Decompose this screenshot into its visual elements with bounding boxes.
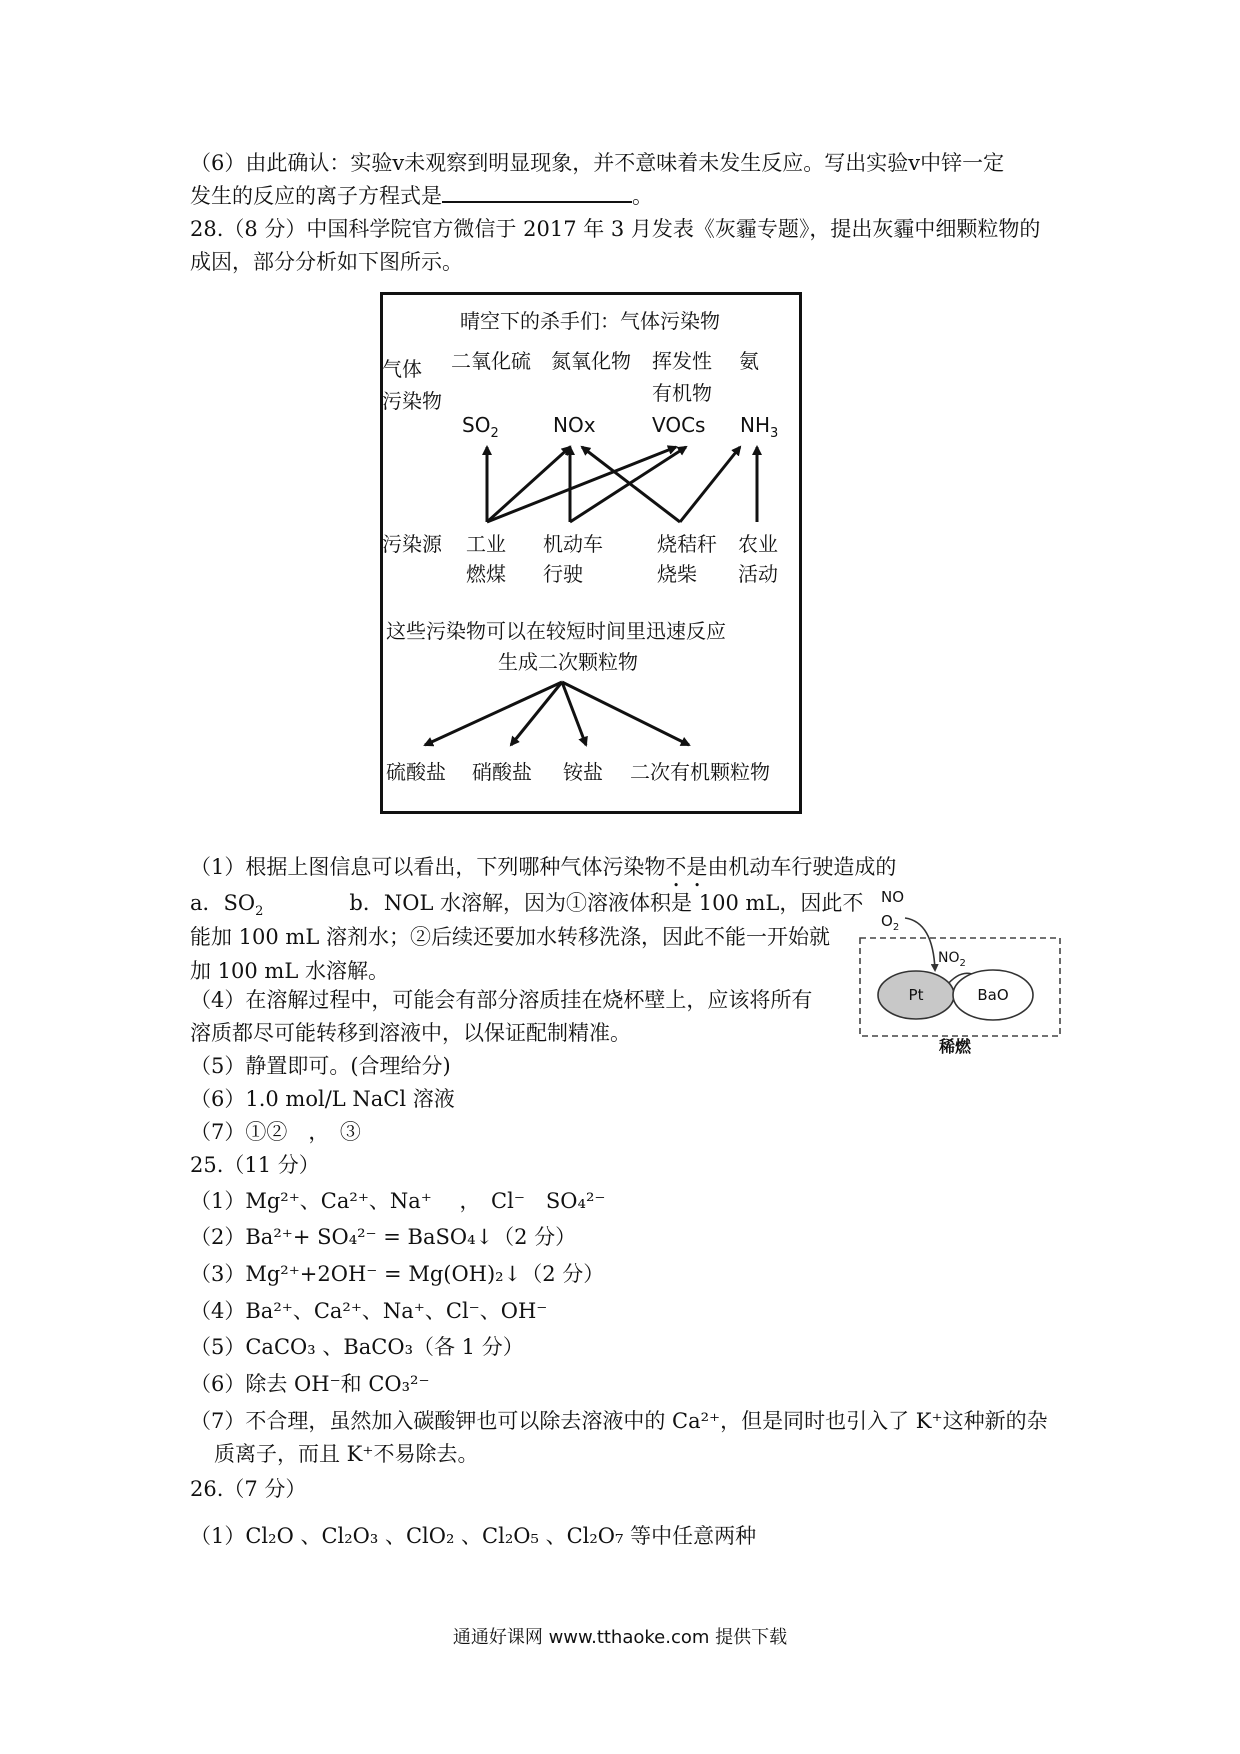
answer-line-5: 溶质都尽可能转移到溶液中，以保证配制精准。 — [190, 1021, 631, 1045]
q27-part6-prompt: 发生的反应的离子方程式是 — [190, 184, 442, 208]
q27-part6-line2 — [190, 181, 653, 211]
answer-line-7: （6）1.0 mol/L NaCl 溶液 — [190, 1087, 455, 1111]
source-agriculture-2: 活动 — [738, 562, 778, 586]
footer-source: 通通好课网 www.tthaoke.com 提供下载 — [452, 1627, 788, 1648]
q25-part2: （2）Ba²⁺+ SO₄²⁻ = BaSO₄↓（2 分） — [190, 1225, 577, 1249]
q25-part3: （3）Mg²⁺+2OH⁻ = Mg(OH)₂↓（2 分） — [190, 1262, 605, 1286]
source-straw-1: 烧秸秆 — [657, 532, 717, 556]
gas-name-nox: 氮氧化物 — [551, 349, 631, 373]
product-secondary-organic: 二次有机颗粒物 — [630, 760, 770, 784]
label-o2: $O_2$ — [881, 912, 900, 933]
option-a: a．SO — [190, 891, 256, 915]
formula-so2: $SO_2$ — [462, 413, 499, 441]
q25-part6: （6）除去 OH⁻和 CO₃²⁻ — [190, 1372, 430, 1396]
q28-part1-emphasis: 不是 — [665, 855, 708, 879]
diagram-title: 晴空下的杀手们：气体污染物 — [460, 309, 720, 333]
product-ammonium: 铵盐 — [563, 760, 603, 784]
q28-part1 — [190, 852, 896, 892]
answer-line-2: 能加 100 mL 溶剂水；②后续还要加水转移洗涤，因此不能一开始就 — [190, 925, 830, 949]
answer-line-3: 加 100 mL 水溶解。 — [190, 959, 389, 983]
label-no: NO — [881, 888, 905, 906]
q25-part7-line1: （7）不合理，虽然加入碳酸钾也可以除去溶液中的 Ca²⁺，但是同时也引入了 K⁺这种新的杂 — [190, 1409, 1048, 1433]
formula-nox: NOx — [553, 413, 596, 437]
product-nitrate: 硝酸盐 — [472, 760, 532, 784]
q25-part5: （5）CaCO₃ 、BaCO₃（各 1 分） — [190, 1335, 524, 1359]
source-industry-2: 燃煤 — [466, 562, 506, 586]
answer-line-4: （4）在溶解过程中，可能会有部分溶质挂在烧杯壁上，应该将所有 — [190, 988, 813, 1012]
q28-part1-prompt-end: 由机动车行驶造成的 — [707, 855, 897, 879]
source-vehicle-2: 行驶 — [543, 562, 583, 586]
label-bao: BaO — [977, 986, 1009, 1004]
formula-nh3: $NH_3$ — [740, 413, 779, 441]
reaction-text-2: 生成二次颗粒物 — [498, 650, 638, 674]
gas-name-voc-2: 有机物 — [652, 381, 712, 405]
q26-header: 26.（7 分） — [190, 1477, 307, 1501]
source-straw-2: 烧柴 — [657, 562, 697, 586]
caption-lean-burn: 稀燃 — [938, 1037, 972, 1055]
label-no2: $NO_2$ — [938, 950, 966, 969]
product-sulfate: 硫酸盐 — [386, 760, 446, 784]
q26-part1: （1）Cl₂O 、Cl₂O₃ 、ClO₂ 、Cl₂O₅ 、Cl₂O₇ 等中任意两种 — [190, 1524, 757, 1548]
formula-vocs: VOCs — [652, 413, 706, 437]
source-agriculture-1: 农业 — [738, 532, 778, 556]
source-industry-1: 工业 — [466, 532, 506, 556]
row-label-source: 污染源 — [382, 532, 442, 556]
haze-pollutant-diagram — [380, 292, 802, 814]
answer-line-8: （7）①② ， ③ — [190, 1120, 361, 1144]
option-a-subscript: 2 — [255, 904, 264, 920]
q25-part4: （4）Ba²⁺、Ca²⁺、Na⁺、Cl⁻、OH⁻ — [190, 1299, 548, 1323]
reaction-text-1: 这些污染物可以在较短时间里迅速反应 — [386, 619, 726, 643]
q27-part6-end: 。 — [632, 184, 653, 208]
q25-part1: （1）Mg²⁺、Ca²⁺、Na⁺ ， Cl⁻ SO₄²⁻ — [190, 1189, 606, 1213]
label-pt: Pt — [908, 986, 924, 1004]
gas-name-voc-1: 挥发性 — [652, 349, 712, 373]
row-label-gas-2: 污染物 — [382, 389, 442, 413]
q28-stem-line2: 成因，部分分析如下图所示。 — [190, 250, 463, 274]
source-vehicle-1: 机动车 — [543, 532, 603, 556]
q28-part1-prompt: （1）根据上图信息可以看出，下列哪种气体污染物 — [190, 855, 666, 879]
gas-name-nh3: 氨 — [739, 349, 759, 373]
answer-blank — [442, 183, 632, 203]
row-label-gas-1: 气体 — [382, 357, 422, 381]
lean-burn-diagram — [845, 880, 1065, 1055]
q28-stem-line1: 28.（8 分）中国科学院官方微信于 2017 年 3 月发表《灰霾专题》，提出灰霾中细颗粒物的 — [190, 217, 1041, 241]
q25-part7-line2: 质离子，而且 K⁺不易除去。 — [214, 1442, 479, 1466]
gas-name-so2: 二氧化硫 — [451, 349, 531, 373]
q25-header: 25.（11 分） — [190, 1153, 320, 1177]
answer-line-6: （5）静置即可。(合理给分) — [190, 1054, 451, 1078]
option-b-text: b．NOL 水溶解，因为①溶液体积是 100 mL，因此不 — [349, 891, 864, 915]
arrow-in — [905, 918, 935, 970]
q27-part6-line1: （6）由此确认：实验ⅴ未观察到明显现象，并不意味着未发生反应。写出实验ⅴ中锌一定 — [190, 151, 1005, 175]
option-a-line — [190, 888, 863, 918]
